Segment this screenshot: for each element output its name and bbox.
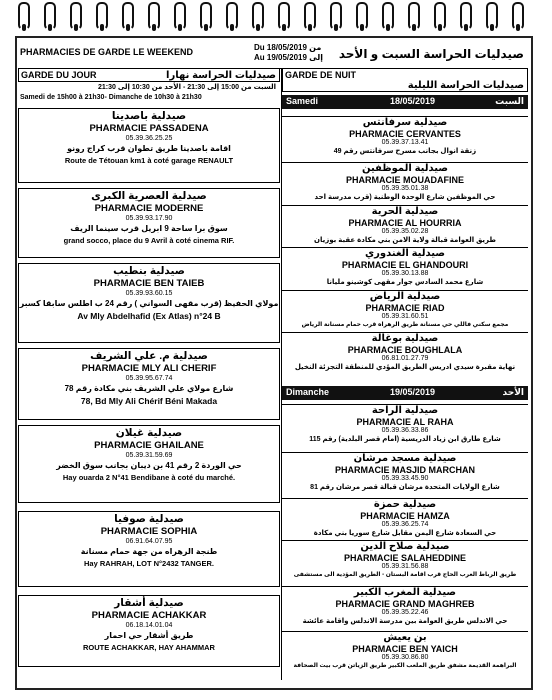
pharmacy-address: حي الموظفين شارع الوحدة الوطنية (قرب مدرسة احد [314, 194, 496, 201]
pharmacy-name: PHARMACIE GHAILANE [94, 440, 204, 451]
pharmacy-address-ar: حي الوردة 2 رقم 41 بن ديبان بجانب سوق الخضر [56, 461, 242, 470]
pharmacy-name: PHARMACIE HAMZA [360, 511, 450, 521]
pharmacy-name-ar: صيدلية الغندوري [364, 248, 446, 259]
pharmacy-phone: 05.39.30.86.80 [381, 654, 429, 661]
title-fr: PHARMACIES DE GARDE LE WEEKEND [20, 47, 194, 57]
pharmacy-name-ar: صيدلية م. علي الشريف [90, 350, 208, 362]
pharmacy-name: PHARMACIE ACHAKKAR [91, 610, 207, 621]
pharmacy-phone: 05.39.35.22.46 [381, 609, 429, 616]
pharmacy-phone: 05.39.37.13.41 [381, 139, 429, 146]
pharmacy-name: PHARMACIE MASJID MARCHAN [334, 465, 475, 475]
pharmacy-address-fr: Hay ouarda 2 N°41 Bendibane à coté du marché. [62, 473, 236, 482]
date-from: Du 18/05/2019 من [254, 43, 322, 52]
pharmacy-address: شارع محمد السادس جوار مقهى كوشينو مليانا [326, 279, 484, 286]
pharmacy-name-ar: صيدلية الرياض [369, 291, 441, 302]
pharmacy-name: PHARMACIE BOUGHLALA [347, 345, 463, 355]
day-hours [20, 83, 280, 103]
pharmacy-name: PHARMACIE MLY ALI CHERIF [81, 363, 217, 374]
pharmacy-address-ar: اقامة باصدينا طريق تطوان قرب كراج رونو [67, 144, 231, 153]
pharmacy-name-ar: صيدلية أشقار [114, 597, 184, 609]
night-pharmacy-card [282, 498, 528, 540]
pharmacy-phone: 06.18.14.01.04 [125, 622, 173, 629]
pharmacy-phone: 06.91.64.07.95 [125, 538, 173, 545]
pharmacy-name-ar: صيدلية بوغالة [371, 333, 439, 344]
night-pharmacy-card [282, 205, 528, 247]
pharmacy-address: حي الاندلس طريق العوامة بين مدرسة الاندلس واقامة عائشة [302, 618, 508, 625]
saturday-label: Samedi [286, 96, 319, 106]
pharmacy-name: PHARMACIE CERVANTES [349, 129, 461, 139]
night-pharmacy-card [282, 404, 528, 452]
pharmacy-name-ar: صيدلية الموظفين [361, 163, 449, 174]
sunday-header [282, 386, 528, 400]
pharmacy-address: طريق العوامة قبالة ولاية الامن بني مكادة عقبة بوزيان [314, 237, 496, 244]
pharmacy-name-ar: صيدلية الراحة [371, 405, 439, 416]
night-pharmacy-card [282, 162, 528, 205]
day-pharmacy-card [18, 511, 280, 587]
pharmacy-phone: 05.39.93.60.15 [125, 290, 173, 297]
saturday-date: 18/05/2019 [390, 96, 436, 106]
pharmacy-phone: 05.39.30.13.88 [381, 270, 429, 277]
day-pharmacy-card [18, 108, 280, 183]
pharmacy-address: مجمع سكني فاللي حي مسنانة طريق الرهراه قرب حمام مسنانة الرياض [301, 322, 509, 328]
pharmacy-address-fr: Route de Tétouan km1 à coté garage RENAULT [64, 156, 234, 165]
spiral-binding [0, 0, 552, 34]
pharmacy-phone: 05.39.95.67.74 [125, 375, 173, 382]
pharmacy-phone: 05.39.36.33.86 [381, 427, 429, 434]
day-section-label-fr: GARDE DU JOUR [21, 70, 97, 80]
pharmacy-name-ar: صيدلية غيلان [115, 427, 183, 439]
pharmacy-name: PHARMACIE SOPHIA [100, 526, 198, 537]
pharmacy-address: البراهمة القديمة مشفق طريق الملعب الكبير طريق الزياتن قرب بيت الصحافة [293, 663, 517, 669]
pharmacy-address: حي السعادة شارع اليمن مقابل شارع سوريا بني مكادة [313, 530, 497, 537]
pharmacy-name: PHARMACIE BEN TAIEB [93, 278, 205, 289]
night-pharmacy-card [282, 631, 528, 679]
day-pharmacy-card [18, 348, 280, 420]
day-section-label-ar: صيدليات الحراسة نهارا [166, 70, 276, 81]
day-hours-ar: السبت من 15:00 إلى 21:30 - الأحد من 10:30 إلى 21:30 [97, 84, 276, 91]
pharmacy-address-ar: شارع مولاي علي الشريف بني مكادة رقم 78 [64, 384, 234, 393]
pharmacy-name: PHARMACIE GRAND MAGHREB [335, 599, 475, 609]
pharmacy-name-ar: صيدلية العصرية الكبرى [91, 190, 207, 202]
date-to: Au 19/05/2019 إلى [254, 53, 323, 62]
pharmacy-address-fr: 78, Bd Mly Ali Chérif Béni Makada [80, 396, 218, 406]
pharmacy-phone: 05.39.36.25.74 [381, 521, 429, 528]
pharmacy-phone: 05.39.33.45.90 [381, 475, 429, 482]
night-pharmacy-card [282, 586, 528, 631]
night-pharmacy-card [282, 332, 528, 382]
day-pharmacy-card [18, 188, 280, 258]
day-pharmacy-card [18, 425, 280, 503]
column-divider [281, 68, 282, 680]
pharmacy-name: PHARMACIE MODERNE [94, 203, 204, 214]
pharmacy-phone: 05.39.35.01.38 [381, 185, 429, 192]
pharmacy-phone: 05.39.36.25.25 [125, 135, 173, 142]
pharmacy-address-ar: طنجة الرهراه من جهة حمام مسنانة [80, 547, 218, 556]
sunday-label-ar: الأحد [502, 387, 524, 397]
saturday-header [282, 95, 528, 109]
pharmacy-address-fr: ROUTE ACHAKKAR, HAY AHAMMAR [83, 643, 215, 652]
sunday-date: 19/05/2019 [390, 387, 436, 397]
sunday-label: Dimanche [286, 387, 330, 397]
pharmacy-address-fr: Av Mly Abdelhafid (Ex Atlas) n°24 B [77, 311, 221, 321]
night-pharmacy-card [282, 290, 528, 332]
night-section-label [282, 68, 528, 92]
pharmacy-address-fr: Hay RAHRAH, LOT N°2432 TANGER. [84, 559, 214, 568]
pharmacy-address-fr: grand socco, place du 9 Avril à coté cinema RIF. [63, 236, 235, 245]
pharmacy-address: طريق الرباط العرب الحاج قرب اقامة البستان - الطريق المؤدية الى مستشفى [293, 572, 517, 578]
pharmacy-address: شارع الولايات المتحدة مرشان قبالة قصر مرشان رقم 81 [310, 484, 500, 491]
pharmacy-name: PHARMACIE BEN YAICH [352, 644, 458, 654]
night-section-label-ar: صيدليات الحراسة الليلية [407, 80, 524, 91]
pharmacy-name: PHARMACIE AL RAHA [356, 417, 454, 427]
pharmacy-name: PHARMACIE MOUADAFINE [346, 175, 464, 185]
pharmacy-phone: 05.39.31.56.88 [381, 563, 429, 570]
night-pharmacy-card [282, 116, 528, 162]
pharmacy-name-ar: صيدلية المغرب الكبير [353, 587, 457, 598]
pharmacy-name-ar: صيدلية حمزة [373, 499, 437, 510]
pharmacy-address-ar: مولاي الحفيظ (قرب مقهى السواني ) رقم 24 ب اطلس سابقا كسبر [19, 299, 279, 308]
pharmacy-name-ar: صيدلية سرفانتس [362, 117, 448, 128]
pharmacy-address: شارع طارق ابن زياد الدريسية (امام قصر البلدية) رقم 115 [309, 436, 501, 443]
pharmacy-name-ar: صيدلية باصدينا [111, 110, 187, 122]
pharmacy-name: PHARMACIE SALAHEDDINE [343, 553, 466, 563]
day-pharmacy-card [18, 263, 280, 343]
day-pharmacy-card [18, 595, 280, 667]
night-section-label-fr: GARDE DE NUIT [285, 70, 357, 80]
page-header [18, 44, 528, 69]
night-pharmacy-card [282, 452, 528, 498]
pharmacy-phone: 05.39.31.59.69 [125, 452, 173, 459]
day-section-label [18, 68, 280, 82]
pharmacy-name: PHARMACIE PASSADENA [89, 123, 209, 134]
pharmacy-address: زنقة انوال بجانب مسرح سرفانتس رقم 49 [333, 148, 477, 155]
day-hours-fr: Samedi de 15h00 à 21h30- Dimanche de 10h30 à 21h30 [20, 94, 202, 101]
pharmacy-address-ar: طريق أشقار حي احمار [104, 631, 194, 640]
pharmacy-name-ar: صيدلية مسجد مرشان [353, 453, 457, 464]
pharmacy-name-ar: صيدلية الحرية [371, 206, 439, 217]
pharmacy-phone: 05.39.35.02.28 [381, 228, 429, 235]
pharmacy-address-ar: سوق برا ساحة 9 ابريل قرب سينما الريف [70, 224, 228, 233]
night-pharmacy-card [282, 247, 528, 290]
pharmacy-name-ar: صيدلية بنطيب [113, 265, 185, 277]
pharmacy-phone: 05.39.93.17.90 [125, 215, 173, 222]
pharmacy-name: PHARMACIE RIAD [365, 303, 445, 313]
saturday-label-ar: السبت [495, 96, 524, 106]
pharmacy-phone: 05.39.31.60.51 [381, 313, 429, 320]
pharmacy-name-ar: بن يعيش [383, 632, 427, 643]
pharmacy-name: PHARMACIE EL GHANDOURI [341, 260, 469, 270]
pharmacy-phone: 06.81.01.27.79 [381, 355, 429, 362]
title-ar: صيدليات الحراسة السبت و الأحد [338, 47, 524, 61]
pharmacy-name-ar: صيدلية صلاح الدين [360, 541, 450, 552]
pharmacy-address: نهاية مقبرة سيدي ادريس الطريق المؤدي للمنطقة التجزئة النخيل [294, 364, 516, 371]
night-pharmacy-card [282, 540, 528, 586]
pharmacy-name: PHARMACIE AL HOURRIA [348, 218, 462, 228]
pharmacy-name-ar: صيدلية صوفيا [114, 513, 184, 525]
